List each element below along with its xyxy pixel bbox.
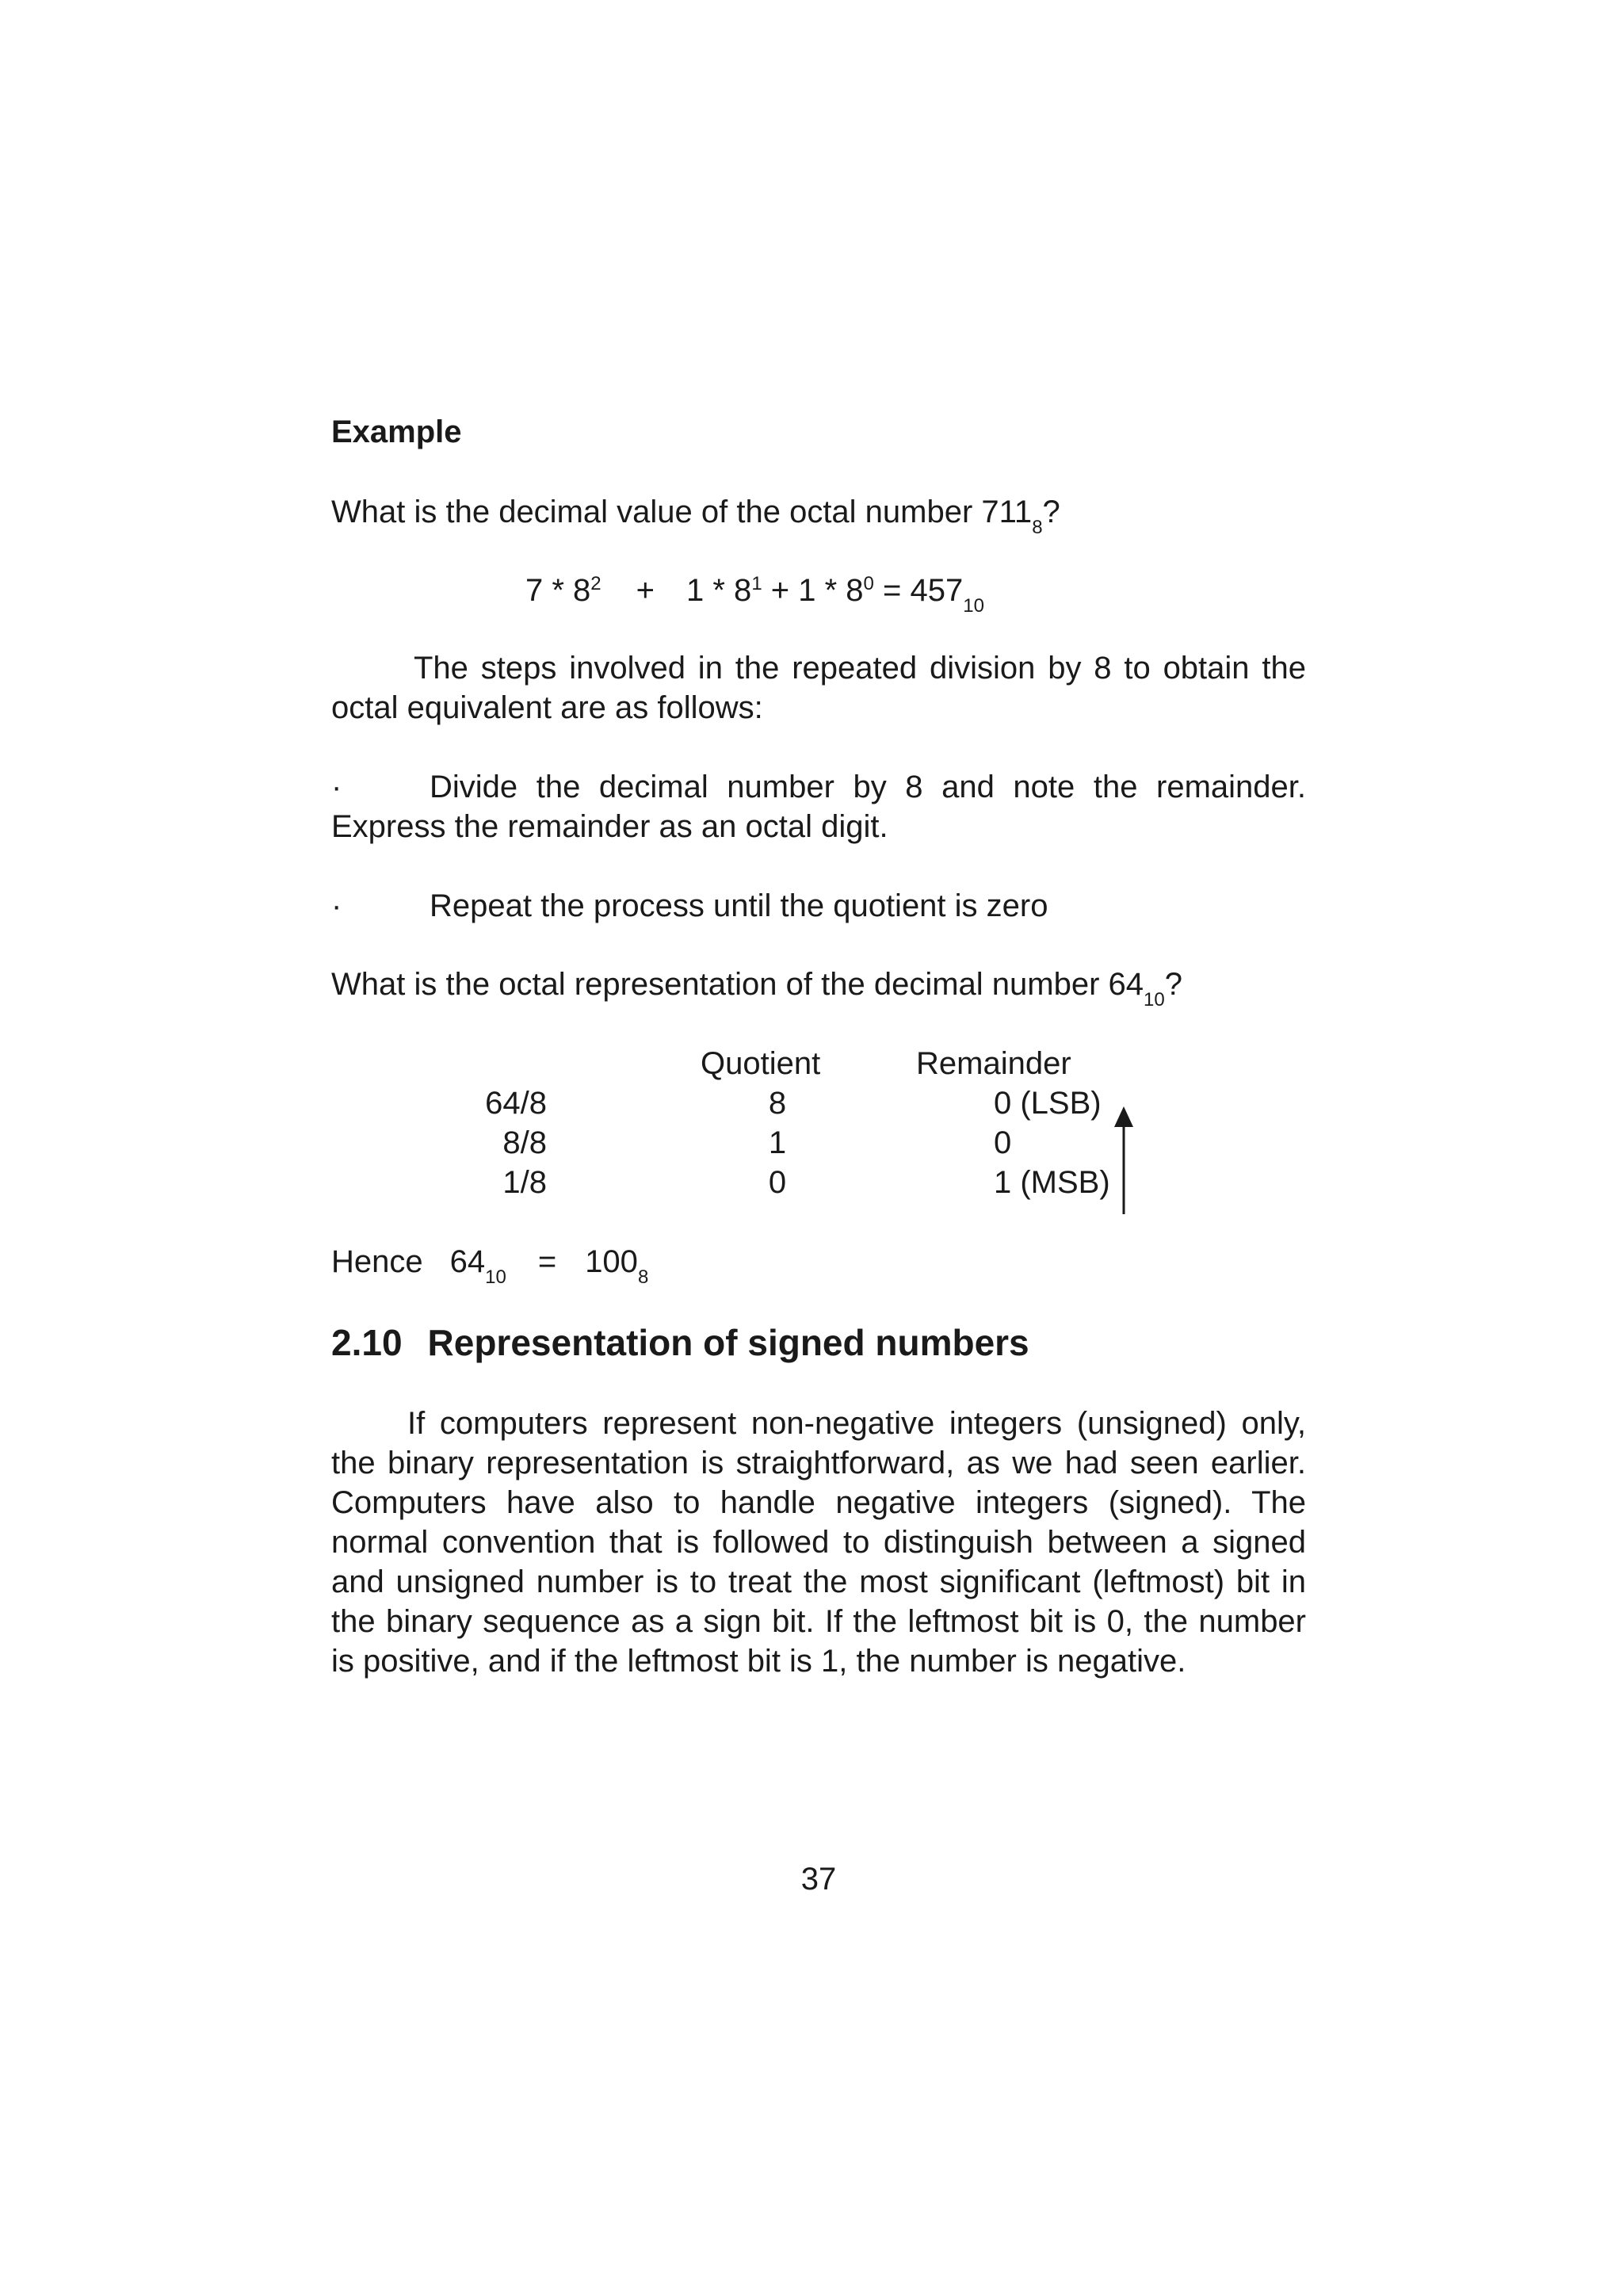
table-header-remainder: Remainder [916, 1046, 1071, 1081]
table-row-remainder: 1 (MSB) [994, 1165, 1110, 1200]
table-row-division: 1/8 [502, 1165, 547, 1200]
bullet-dot: · [331, 770, 342, 804]
example-heading: Example [331, 415, 462, 449]
table-row-quotient: 8 [768, 1086, 787, 1121]
hence-result: Hence $64_{10} = 100_8$ [331, 1244, 649, 1288]
conversion-formula: $7 * 8^2 + 1 * 8^1 + 1 * 8^0 = 457_{10}$ [525, 573, 984, 617]
table-row-division: 8/8 [502, 1125, 547, 1160]
table-row-remainder: 0 (LSB) [994, 1086, 1102, 1121]
table-header-quotient: Quotient [701, 1046, 821, 1081]
bullet-item-divide: Divide the decimal number by 8 and note the remainder. [430, 770, 1306, 804]
arrow-up-icon [1108, 1106, 1140, 1214]
question-octal-to-decimal: What is the decimal value of the octal number $711_8$? [331, 495, 1060, 538]
document-page [331, 0, 1306, 2296]
table-row-quotient: 1 [768, 1125, 787, 1160]
table-row-division: 64/8 [485, 1086, 547, 1121]
section-heading: 2.10 Representation of signed numbers [331, 1322, 1029, 1363]
signed-numbers-paragraph: If computers represent non-negative integers (unsigned) only, the binary representation is straightforward, as we had seen earlier. Computers have also to handle negative integers (signed). The normal convention that is followed to distinguish between a signed and unsigned number is to treat the most significant (leftmost) bit in the binary sequence as a sign bit. If the leftmost bit is 0, the number is positive, and if the leftmost bit is 1, the number is negative. [331, 1406, 1306, 1679]
question-decimal-to-octal: What is the octal representation of the decimal number $64_{10}$? [331, 967, 1182, 1010]
page-number: 37 [800, 1862, 837, 1897]
table-row-quotient: 0 [768, 1165, 787, 1200]
bullet-item-repeat: Repeat the process until the quotient is zero [430, 888, 1048, 923]
table-row-remainder: 0 [994, 1125, 1012, 1160]
bullet-dot: · [331, 888, 342, 923]
bullet-item-divide-continued: Express the remainder as an octal digit. [331, 809, 888, 844]
steps-intro-paragraph: The steps involved in the repeated division by 8 to obtain the octal equivalent are as follows: [331, 651, 1306, 725]
